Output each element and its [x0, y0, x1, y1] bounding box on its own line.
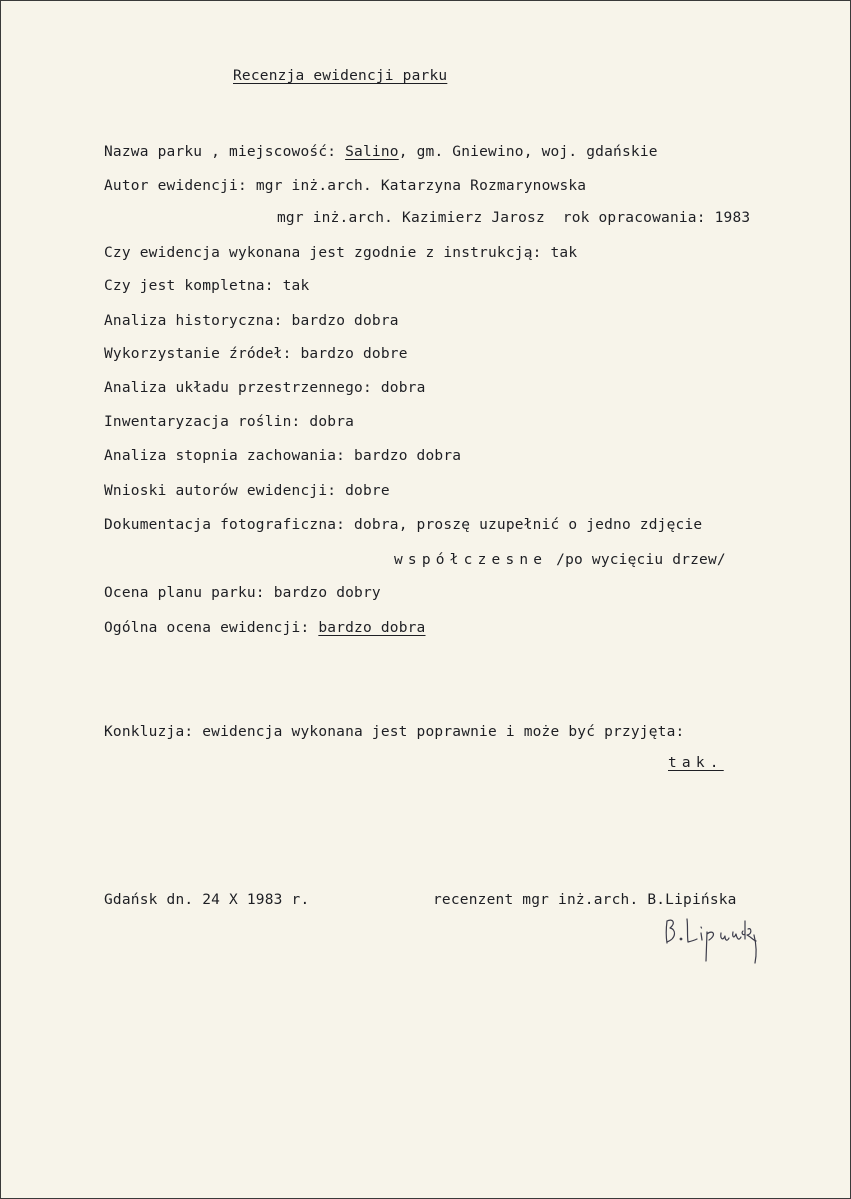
field-row-instruction — [104, 244, 577, 262]
year-label: rok opracowania: — [562, 210, 706, 226]
field-row-plants — [104, 413, 354, 431]
field-row-complete — [104, 277, 309, 295]
field-label: Analiza historyczna: — [104, 313, 283, 329]
field-value: dobra — [309, 414, 355, 430]
field-value: bardzo dobra — [354, 448, 462, 464]
park-location-rest: , gm. Gniewino, woj. gdańskie — [398, 144, 658, 160]
field-label: Analiza układu przestrzennego: — [104, 380, 372, 396]
field-label: Czy jest kompletna: — [104, 278, 274, 294]
field-label: Analiza stopnia zachowania: — [104, 448, 346, 464]
field-value: bardzo dobra — [291, 313, 399, 329]
author-1: mgr inż.arch. Katarzyna Rozmarynowska — [255, 178, 587, 194]
document-title: Recenzja ewidencji parku — [233, 68, 448, 84]
conclusion-answer: tak. — [668, 755, 724, 771]
overall-label: Ogólna ocena ewidencji: — [104, 620, 310, 636]
authors-line-2 — [277, 209, 750, 227]
park-name-label: Nazwa parku , miejscowość: — [104, 144, 337, 160]
park-place: Salino — [345, 144, 399, 160]
field-row-conclusions — [104, 482, 390, 500]
overall-value: bardzo dobra — [318, 620, 426, 636]
handwritten-signature — [661, 913, 771, 969]
plan-label: Ocena planu parku: — [104, 585, 265, 601]
photo-continuation-rest: /po wycięciu drzew/ — [556, 552, 726, 568]
plan-value: bardzo dobry — [273, 585, 381, 601]
field-label: Wnioski autorów ewidencji: — [104, 483, 337, 499]
authors-line-1 — [104, 177, 586, 195]
photo-continuation-line — [394, 551, 726, 569]
conclusion-line: Konkluzja: ewidencja wykonana jest poprawnie i może być przyjęta: — [104, 724, 685, 740]
park-name-line — [104, 143, 658, 161]
photo-continuation-spaced: współczesne — [394, 552, 548, 568]
reviewer-line: recenzent mgr inż.arch. B.Lipińska — [433, 892, 737, 908]
photo-documentation-line — [104, 516, 702, 534]
author-2: mgr inż.arch. Kazimierz Jarosz — [277, 210, 545, 226]
field-value: tak — [282, 278, 310, 294]
field-row-sources — [104, 345, 408, 363]
field-label: Wykorzystanie źródeł: — [104, 346, 292, 362]
field-value: dobre — [345, 483, 390, 499]
plan-rating-line — [104, 584, 381, 602]
field-label: Inwentaryzacja roślin: — [104, 414, 301, 430]
field-value: dobra — [380, 380, 426, 396]
photo-value: dobra, proszę uzupełnić o jedno zdjęcie — [354, 517, 703, 533]
field-value: tak — [550, 245, 578, 261]
overall-rating-line — [104, 619, 426, 637]
field-row-history — [104, 312, 399, 330]
field-row-spatial — [104, 379, 426, 397]
field-value: bardzo dobre — [300, 346, 408, 362]
authors-label: Autor ewidencji: — [104, 178, 247, 194]
place-date: Gdańsk dn. 24 X 1983 r. — [104, 892, 310, 908]
field-row-preservation — [104, 447, 461, 465]
photo-label: Dokumentacja fotograficzna: — [104, 517, 346, 533]
field-label: Czy ewidencja wykonana jest zgodnie z instrukcją: — [104, 245, 542, 261]
year-value: 1983 — [714, 210, 751, 226]
